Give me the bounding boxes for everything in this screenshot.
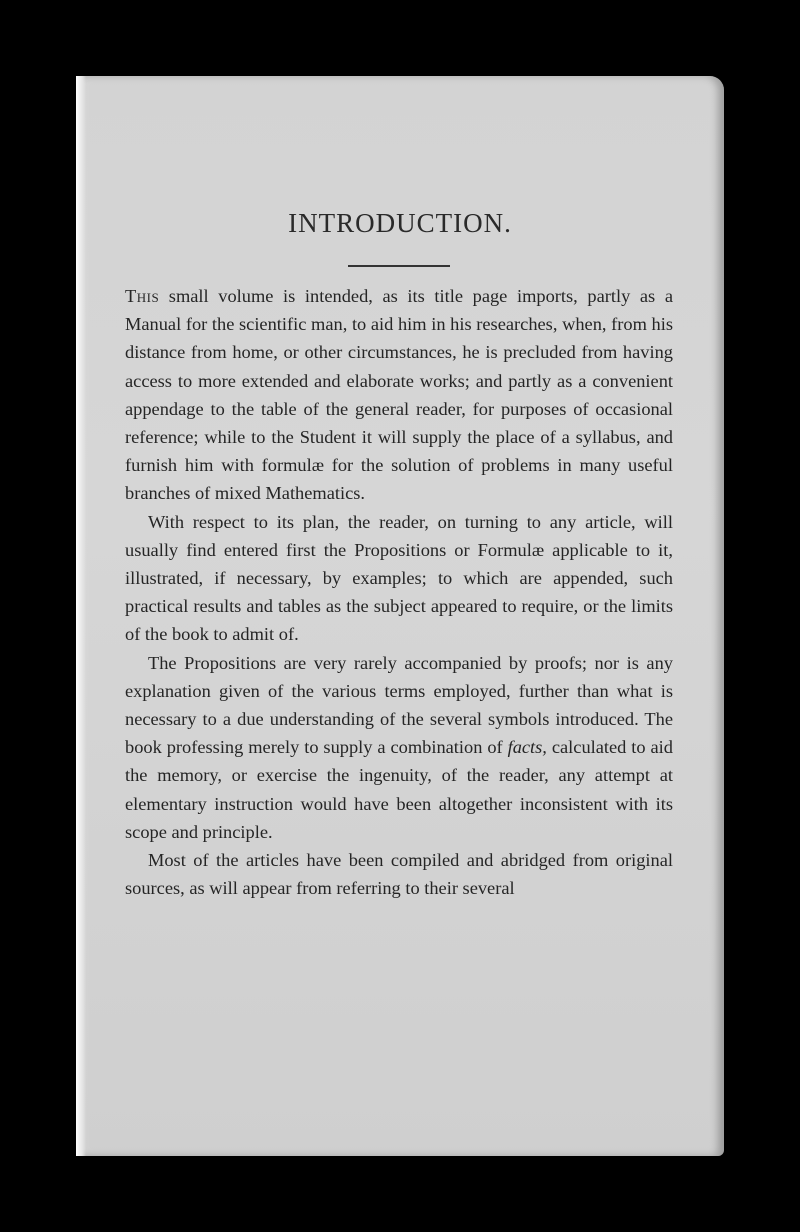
title-rule bbox=[348, 265, 450, 267]
page-title: INTRODUCTION. bbox=[288, 208, 512, 238]
paragraph-1 bbox=[125, 282, 673, 508]
paragraph-3 bbox=[125, 649, 673, 846]
paragraph-3-emphasis: facts, bbox=[507, 737, 547, 758]
paragraph-1-text: small volume is intended, as its title page imports, partly as a Manual for the scientific man, to aid him in his researches, when, from his distance from home, or other circumstances, he is precluded from having access to more extended and elaborate works; and partly as a convenient appendage to the table of the general reader, for purposes of occasional reference; while to the Student it will supply the place of a syllabus, and furnish him with formulæ for the solution of problems in many useful branches of mixed Mathematics. bbox=[125, 286, 673, 504]
paragraph-3-text-before: The Propositions are very rarely accompanied by proofs; nor is any explanation given of the various terms employed, further than what is necessary to a due understanding of the several symbols introduced. The book professing merely to supply a combination of bbox=[125, 652, 673, 758]
paragraph-lead-word: This bbox=[125, 286, 160, 306]
paragraph-2: With respect to its plan, the reader, on turning to any article, will usually find entered first the Propositions or Formulæ applicable to it, illustrated, if necessary, by examples; to which are appended, such practical results and tables as the subject appeared to require, or the limits of the book to admit of. bbox=[125, 511, 673, 645]
paragraph-4: Most of the articles have been compiled and abridged from original sources, as will appear from referring to their several bbox=[125, 850, 673, 899]
body-text bbox=[125, 282, 673, 902]
paragraph-3-text-after: calculated to aid the memory, or exercise the ingenuity, of the reader, any attempt at elementary instruction would have been altogether inconsistent with its scope and principle. bbox=[125, 737, 673, 842]
